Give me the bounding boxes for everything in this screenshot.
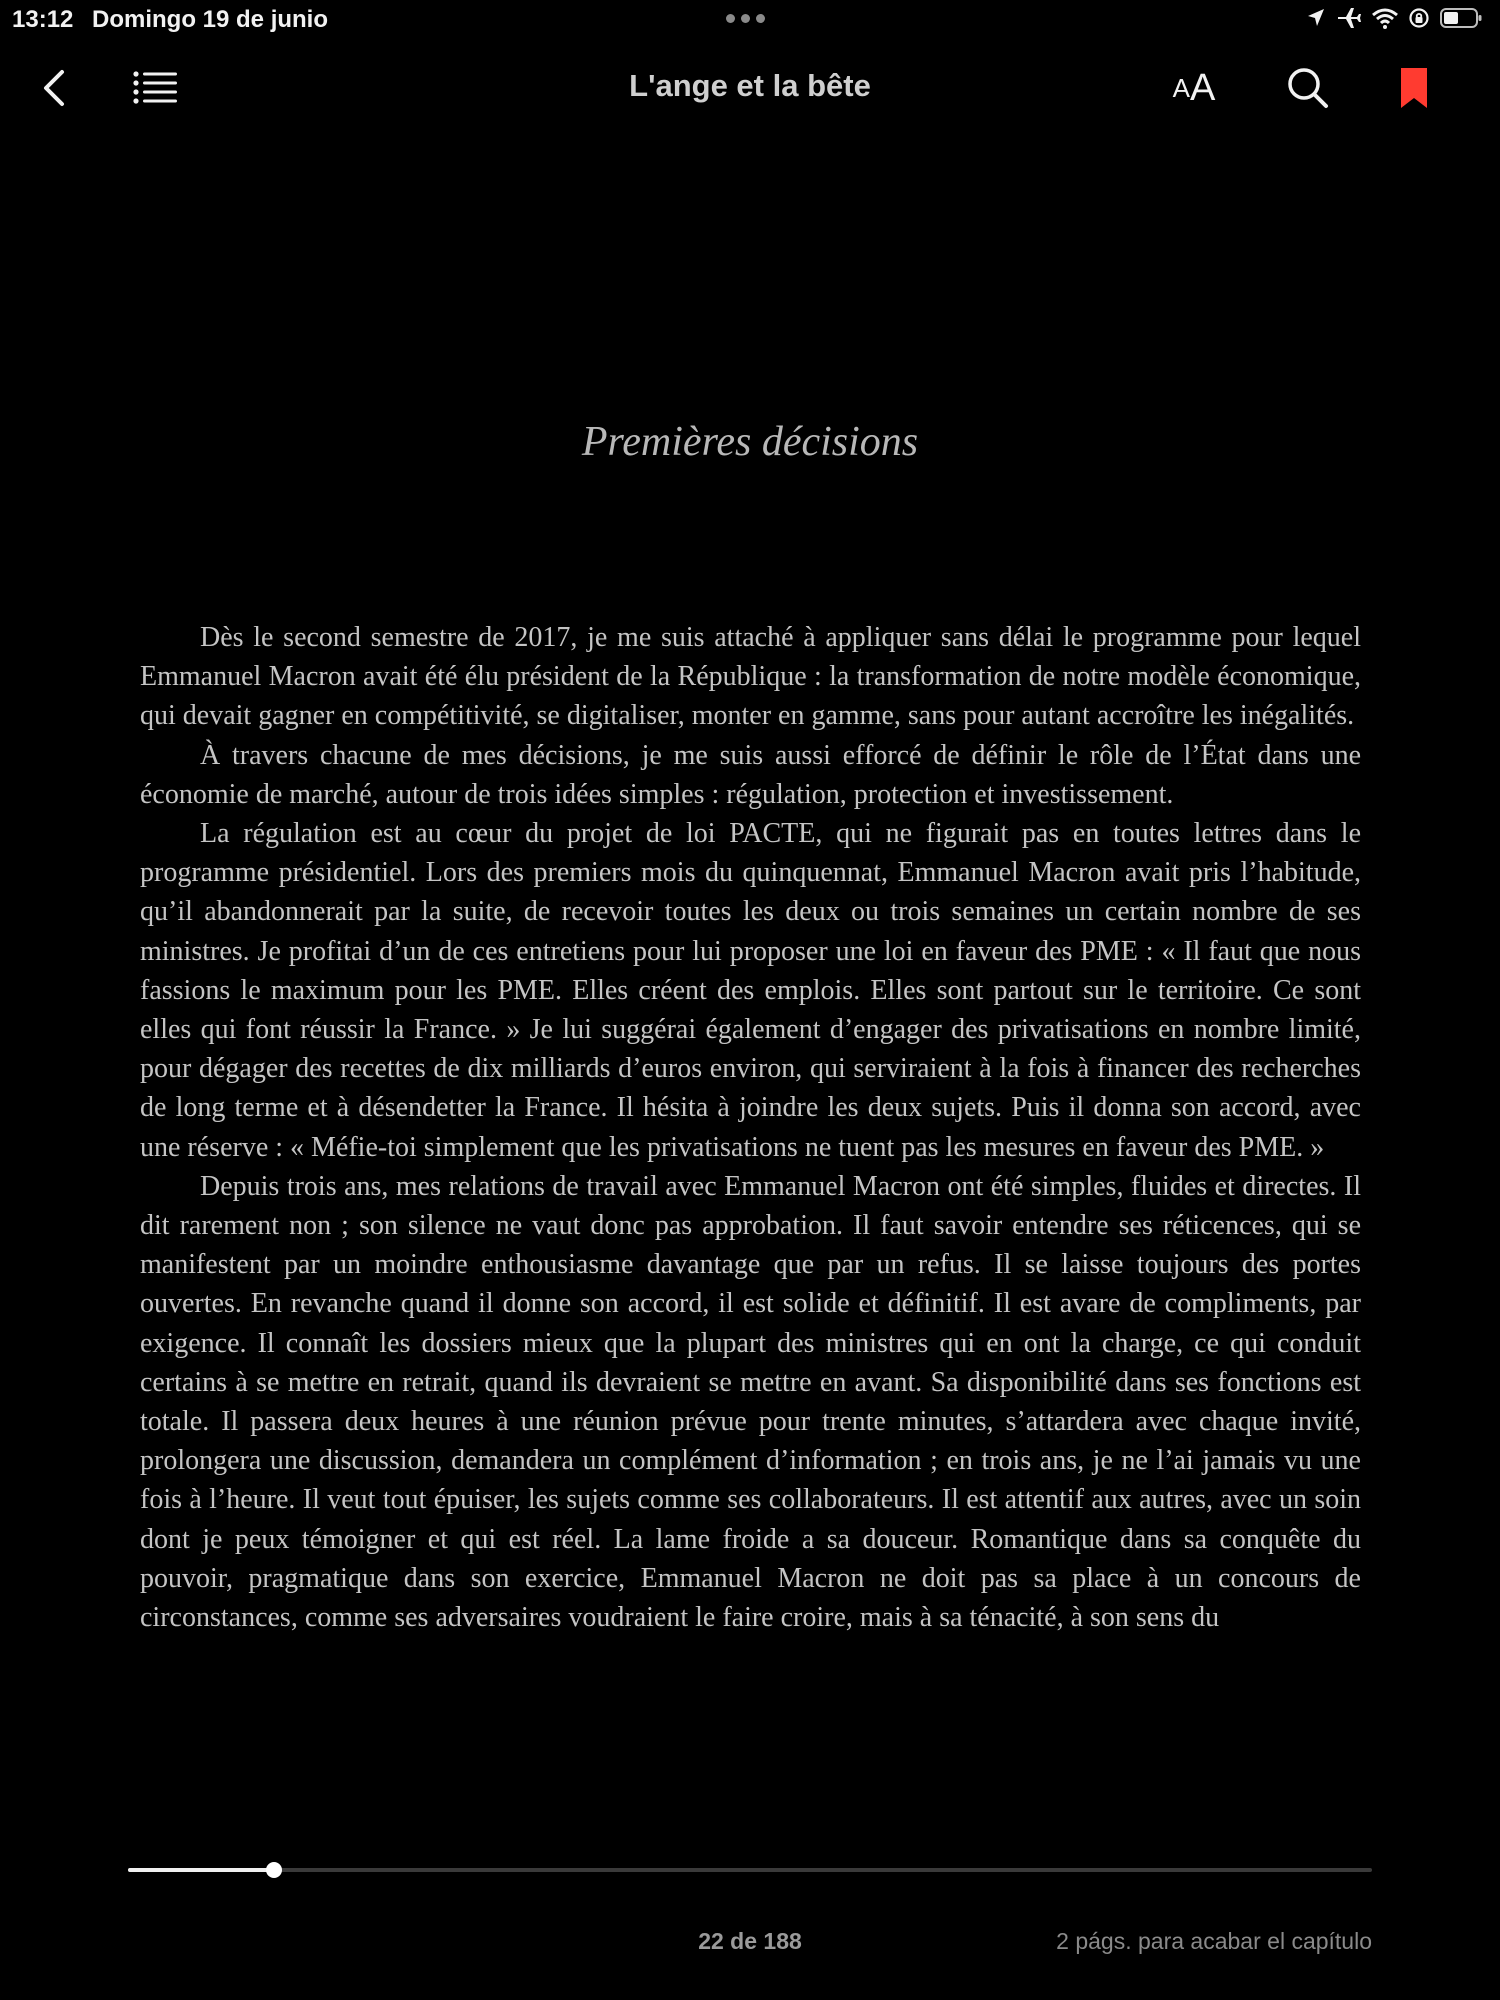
paragraph: À travers chacune de mes décisions, je me suis aussi efforcé de définir le rôle de l’État dans une économie de marché, autour de trois idées simples : régulation, protection et investissement. (140, 739, 1361, 810)
chevron-left-icon (40, 68, 68, 108)
reader-toolbar (0, 56, 1500, 120)
status-time: 13:12 (12, 6, 74, 33)
location-arrow-icon (1306, 7, 1326, 29)
font-big-label: A (1189, 66, 1216, 109)
book-title: L'ange et la bête (629, 68, 871, 103)
status-date: Domingo 19 de junio (92, 6, 329, 33)
paragraph: Dès le second semestre de 2017, je me suis attaché à appliquer sans délai le programme pour lequel Emmanuel Macron avait été élu président de la République : la transformation de notre modèle économique, qui devait gagner en compétitivité, se digitaliser, monter en gamme, sans pour autant accroître les inégalités. (140, 622, 1361, 732)
paragraph: Depuis trois ans, mes relations de travail avec Emmanuel Macron ont été simples, fluides et directes. Il dit rarement non ; son silence ne vaut donc pas approbation. Il faut savoir entendre ses réticences, qui se manifestent par un moindre enthousiasme davantage que par un refus. Il se laisse toujours des portes ouvertes. En revanche quand il donne son accord, il est solide et définitif. Il est avare de compliments, par exigence. Il connaît les dossiers mieux que la plupart des ministres qui en ont la charge, ce qui conduit certains à se mettre en retrait, quand ils devraient se mettre en avant. Sa disponibilité dans ses fonctions est totale. Il passera deux heures à une réunion prévue pour trente minutes, s’attardera avec chaque invité, prolongera une discussion, demandera un complément d’information ; en trois ans, je ne l’ai jamais vu une fois à l’heure. Il veut tout épuiser, les sujets comme ses collaborateurs. Il est attentif aux autres, avec un soin dont je peux témoigner et qui est réel. La lame froide a sa douceur. Romantique dans sa conquête du pouvoir, pragmatique dans son exercice, Emmanuel Macron ne doit pas sa place à un concours de circonstances, comme ses adversaires voudraient le faire croire, mais à sa ténacité, à son sens du (140, 1170, 1361, 1634)
bookmark-button[interactable] (1394, 56, 1434, 120)
page-counter: 22 de 188 (698, 1928, 802, 1954)
orientation-lock-icon (1408, 7, 1430, 29)
airplane-icon (1336, 6, 1362, 30)
wifi-icon (1372, 7, 1398, 29)
font-small-label: A (1172, 72, 1190, 103)
bookmark-icon (1399, 66, 1429, 110)
chapter-title: Premières décisions (581, 419, 919, 465)
font-size-button[interactable] (1162, 56, 1226, 120)
progress-fill (128, 1868, 274, 1872)
progress-thumb[interactable] (266, 1862, 282, 1878)
status-icons (1306, 6, 1482, 30)
search-button[interactable] (1280, 56, 1336, 120)
page-text (140, 618, 1361, 1786)
back-button[interactable] (30, 56, 78, 120)
pages-left-in-chapter: 2 págs. para acabar el capítulo (1056, 1928, 1372, 1954)
battery-icon (1440, 7, 1482, 29)
status-bar (0, 0, 1500, 40)
list-icon (133, 71, 179, 105)
reading-progress-slider[interactable] (128, 1868, 1372, 1872)
multitasking-dots-icon[interactable] (726, 14, 765, 23)
magnifier-icon (1286, 66, 1330, 110)
table-of-contents-button[interactable] (128, 56, 184, 120)
paragraph: La régulation est au cœur du projet de loi PACTE, qui ne figurait pas en toutes lettres dans le programme présidentiel. Lors des premiers mois du quinquennat, Emmanuel Macron avait pris l’habitude, qu’il abandonnerait par la suite, de recevoir toutes les deux ou trois semaines un certain nombre de ses ministres. Je profitai d’un de ces entretiens pour lui proposer une loi en faveur des PME : « Il faut que nous fassions le maximum pour les PME. Elles créent des emplois. Elles sont partout sur le territoire. Ce sont elles qui font réussir la France. » Je lui suggérai également d’engager des privatisations en nombre limité, pour dégager des recettes de dix milliards d’euros environ, qui serviraient à la fois à financer des recherches de long terme et à désendetter la France. Il hésita à joindre les deux sujets. Puis il donna son accord, avec une réserve : « Méfie-toi simplement que les privatisations ne tuent pas les mesures en faveur des PME. » (140, 818, 1361, 1163)
